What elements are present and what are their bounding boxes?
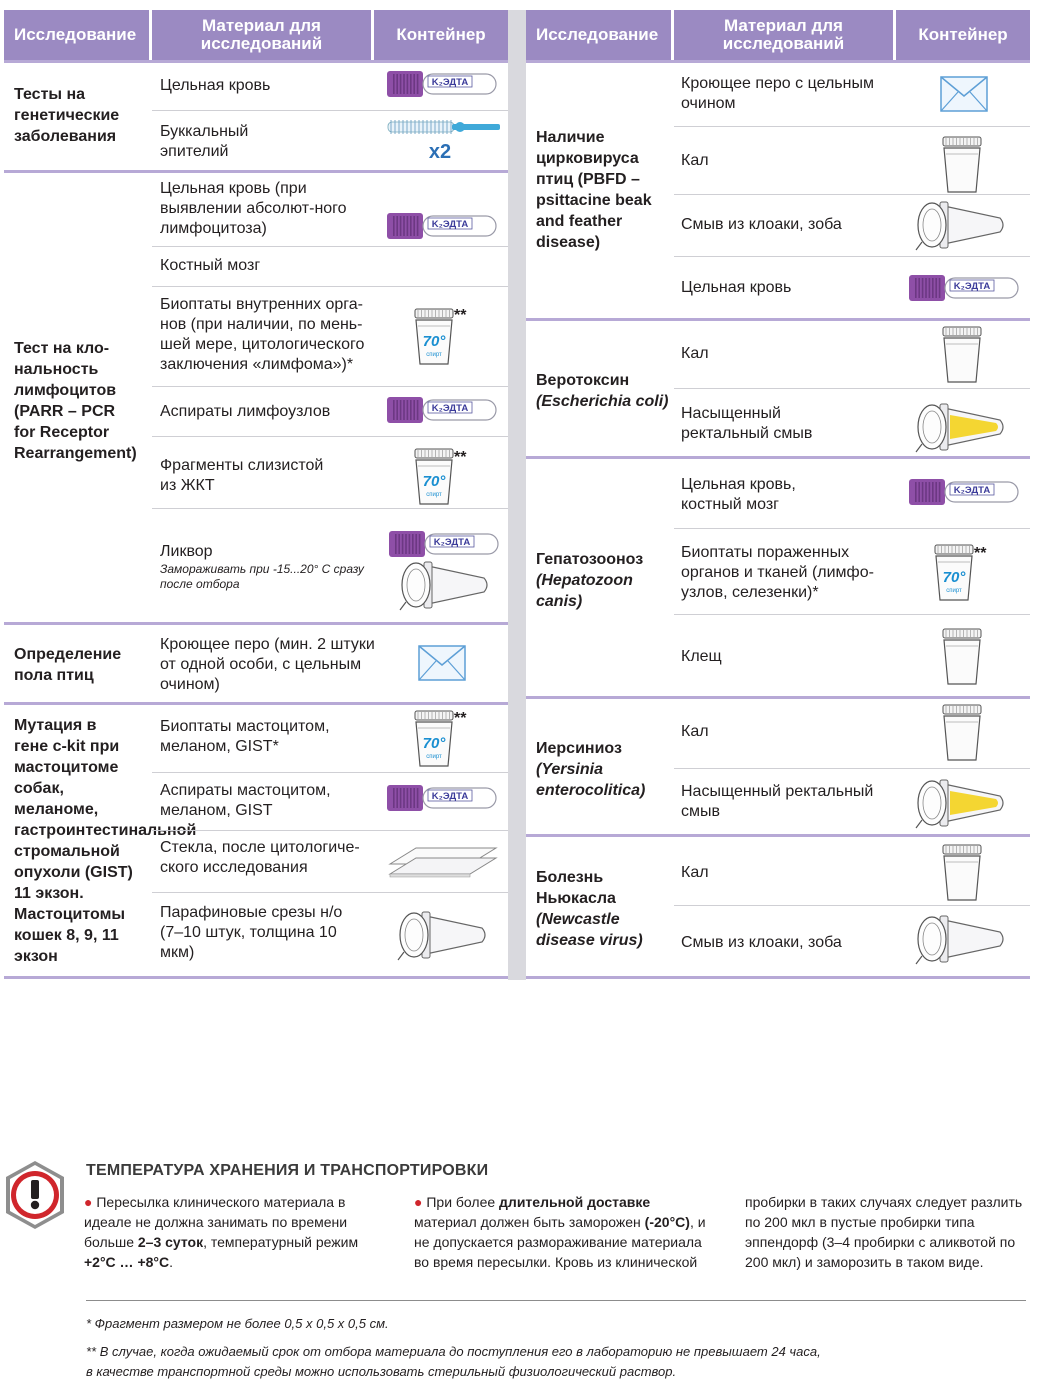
column-divider	[508, 10, 526, 980]
footnote-2a: ** В случае, когда ожидаемый срок от отбора материала до поступления его в лабораторию не превышает 24 часа,	[86, 1344, 821, 1359]
material-text: Кал	[681, 152, 709, 169]
stool-container-icon	[940, 844, 984, 902]
table-bottom-border	[526, 976, 1030, 979]
disease-name: Болезнь Ньюкасла	[536, 869, 616, 907]
material-text: Фрагменты слизистой из ЖКТ	[160, 457, 324, 494]
material-text: Цельная кровь	[160, 77, 271, 94]
stool-container-icon	[940, 704, 984, 762]
warning-text: Пересылка клинического материала в идеале не должна занимать по времени больше	[84, 1194, 348, 1250]
warning-title: ТЕМПЕРАТУРА ХРАНЕНИЯ И ТРАНСПОРТИРОВКИ	[86, 1162, 489, 1179]
header-material-text: Материал для исследований	[722, 16, 845, 53]
edta-tube-icon	[386, 212, 498, 240]
double-asterisk: **	[974, 545, 987, 562]
svg-text:70°: 70°	[942, 569, 966, 586]
stool-container-icon	[940, 628, 984, 686]
bullet-icon: ●	[84, 1194, 93, 1210]
conical-tube-icon	[914, 196, 1006, 254]
material-text: Буккальный эпителий	[160, 123, 249, 160]
material-text: Смыв из клоаки, зоба	[681, 934, 842, 951]
material-text: Кал	[681, 864, 709, 881]
header-study-right: Исследование	[526, 10, 671, 60]
material-text: Стекла, после цитологиче-ского исследования	[160, 839, 360, 876]
group-name	[536, 549, 666, 612]
material-text: Насыщенный ректальный смыв	[681, 783, 874, 820]
disease-latin: (Newcastle disease virus)	[536, 911, 643, 949]
edta-tube-icon	[388, 530, 500, 558]
double-asterisk: **	[454, 710, 467, 727]
svg-text:70°: 70°	[422, 735, 446, 752]
group-name: Определение пола птиц	[14, 646, 122, 684]
warning-bold: 2–3 суток	[137, 1234, 204, 1250]
group-name: Тесты на генетические заболевания	[14, 86, 120, 145]
material-text: Парафиновые срезы н/о (7–10 штук, толщина 10 мкм)	[160, 904, 343, 961]
double-asterisk: **	[454, 307, 467, 324]
material-text: Цельная кровь, костный мозг	[681, 476, 796, 513]
header-study-left: Исследование	[4, 10, 149, 60]
svg-text:K₂ЭДТА: K₂ЭДТА	[953, 485, 991, 496]
group-name	[536, 867, 666, 951]
warning-bold: (-20°С)	[644, 1214, 690, 1230]
warning-text: материал должен быть заморожен	[414, 1214, 645, 1230]
warning-icon	[4, 1160, 66, 1230]
alcohol-container-icon	[412, 308, 456, 366]
alcohol-container-icon	[412, 448, 456, 506]
alcohol-container-icon	[412, 710, 456, 768]
svg-text:x2: x2	[428, 141, 452, 162]
group-name: Наличие цирковируса птиц (PBFD – psittacine beak and feather disease)	[536, 129, 652, 251]
material-text	[160, 542, 370, 592]
svg-text:K₂ЭДТА: K₂ЭДТА	[431, 403, 469, 414]
glass-slides-icon	[388, 842, 498, 884]
header-material-left	[152, 10, 371, 60]
double-asterisk: **	[454, 449, 467, 466]
footnote-divider	[86, 1300, 1026, 1301]
material-note: Замораживать при -15...20° С сразу после отбора	[160, 562, 364, 591]
material-text: Клещ	[681, 648, 722, 665]
swab-tube-yellow-icon	[914, 774, 1006, 832]
material-text: Аспираты мастоцитом, меланом, GIST	[160, 782, 331, 819]
svg-text:K₂ЭДТА: K₂ЭДТА	[431, 791, 469, 802]
disease-latin: (Escherichia coli)	[536, 393, 669, 410]
warning-bold: +2°С … +8°С	[84, 1254, 170, 1270]
material-text: Кроющее перо с цельным очином	[681, 75, 874, 112]
disease-latin: (Yersinia enterocolitica)	[536, 761, 646, 799]
warning-text: , и не допускается размораживание материала во время пересылки. Кровь из клинической	[414, 1214, 706, 1270]
material-text: Цельная кровь	[681, 279, 792, 296]
material-text: Костный мозг	[160, 257, 261, 274]
material-text: Кал	[681, 345, 709, 362]
material-text: Биоптаты мастоцитом, меланом, GIST*	[160, 718, 330, 755]
warning-col-1	[84, 1192, 370, 1272]
envelope-icon	[418, 645, 466, 681]
warning-bold: длительной доставке	[499, 1194, 651, 1210]
footnote-2b: в качестве транспортной среды можно использовать стерильный физиологический раствор.	[86, 1364, 677, 1379]
header-container-right: Контейнер	[896, 10, 1030, 60]
material-label: Ликвор	[160, 543, 213, 560]
group-name	[536, 738, 666, 801]
conical-tube-icon	[398, 556, 490, 614]
disease-latin: (Hepatozoon canis)	[536, 572, 633, 610]
warning-text: При более	[426, 1194, 500, 1210]
header-material-right	[674, 10, 893, 60]
svg-text:70°: 70°	[422, 473, 446, 490]
stool-container-icon	[940, 136, 984, 194]
material-text: Насыщенный ректальный смыв	[681, 405, 813, 442]
envelope-icon	[940, 76, 988, 112]
header-container-left: Контейнер	[374, 10, 508, 60]
stool-container-icon	[940, 326, 984, 384]
bullet-icon: ●	[414, 1194, 423, 1210]
swab-tube-yellow-icon	[914, 398, 1006, 456]
buccal-swab-icon	[382, 116, 502, 162]
svg-text:K₂ЭДТА: K₂ЭДТА	[431, 219, 469, 230]
svg-text:K₂ЭДТА: K₂ЭДТА	[431, 77, 469, 88]
group-name	[536, 370, 671, 412]
warning-text: , температурный режим	[203, 1234, 359, 1250]
material-text: Биоптаты внутренних орга-нов (при наличии, по мень-шей мере, цитологического заключения «лимфома»)*	[160, 296, 365, 373]
edta-tube-icon	[386, 396, 498, 424]
edta-tube-icon	[386, 784, 498, 812]
group-name: Мутация в гене c-kit при мастоцитоме собак, меланоме, гастроинтестинальной стромальной опухоли (GIST) 11 экзон. Мастоцитомы кошек 8, 9, 11 экзон	[14, 717, 197, 965]
footnote-1: * Фрагмент размером не более 0,5 х 0,5 х 0,5 см.	[86, 1316, 389, 1331]
svg-text:спирт: спирт	[946, 588, 962, 594]
disease-name: Веротоксин	[536, 372, 630, 389]
svg-text:70°: 70°	[422, 333, 446, 350]
group-name: Тест на кло-нальность лимфоцитов (PARR – PCR for Receptor Rearrangement)	[14, 340, 137, 462]
edta-tube-icon	[908, 274, 1020, 302]
svg-text:спирт: спирт	[426, 492, 442, 498]
conical-tube-icon	[396, 906, 488, 964]
conical-tube-icon	[914, 910, 1006, 968]
alcohol-container-icon	[932, 544, 976, 602]
warning-col-2	[414, 1192, 714, 1272]
disease-name: Иерсиниоз	[536, 740, 622, 757]
material-text: Смыв из клоаки, зоба	[681, 216, 842, 233]
svg-text:спирт: спирт	[426, 754, 442, 760]
table-bottom-border	[4, 976, 508, 979]
material-text: Кроющее перо (мин. 2 штуки от одной особи, с цельным очином)	[160, 636, 375, 693]
edta-tube-icon	[386, 70, 498, 98]
edta-tube-icon	[908, 478, 1020, 506]
svg-text:K₂ЭДТА: K₂ЭДТА	[433, 537, 471, 548]
svg-text:спирт: спирт	[426, 352, 442, 358]
material-text: Цельная кровь (при выявлении абсолют-ного лимфоцитоза)	[160, 180, 347, 237]
warning-col-3: пробирки в таких случаях следует разлить по 200 мкл в пустые пробирки типа эппендорф (3–4 пробирки с аликвотой по 200 мкл) и заморозить в таком виде.	[745, 1194, 1023, 1270]
material-text: Биоптаты пораженных органов и тканей (лимфо-узлов, селезенки)*	[681, 544, 874, 601]
material-text: Аспираты лимфоузлов	[160, 403, 331, 420]
svg-text:K₂ЭДТА: K₂ЭДТА	[953, 281, 991, 292]
disease-name: Гепатозооноз	[536, 551, 644, 568]
warning-text: .	[169, 1254, 174, 1270]
material-text: Кал	[681, 723, 709, 740]
header-material-text: Материал для исследований	[200, 16, 323, 53]
